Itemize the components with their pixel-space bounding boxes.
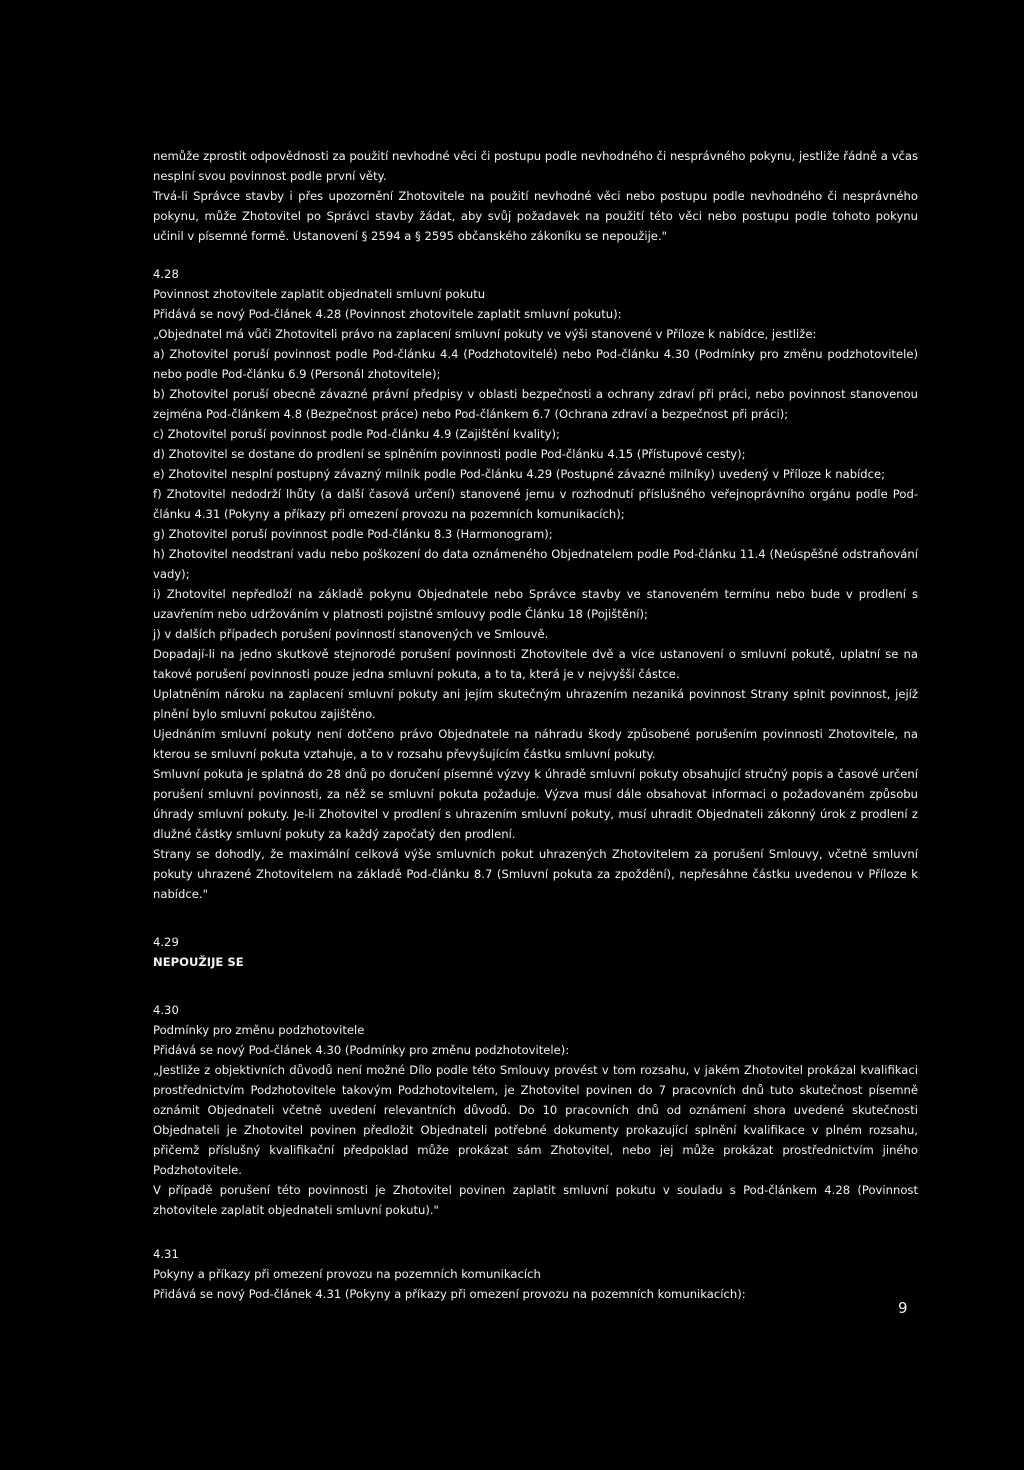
list-item-g: g) Zhotovitel poruší povinnost podle Pod-článku 8.3 (Harmonogram); (153, 527, 553, 541)
list-item-b: b) Zhotovitel poruší obecně závazné právní předpisy v oblasti bezpečnosti a ochrany zdraví při práci, nebo povinnost stanovenou zejména Pod-článkem 4.8 (Bezpečnost práce) nebo Pod-článkem 6.7 (Ochrana zdraví a bezpečnost při práci); (153, 387, 918, 421)
paragraph-line-19: Ujednáním smluvní pokuty není dotčeno právo Objednatele na náhradu škody způsobené porušením povinnosti Zhotovitele, na kterou se smluvní pokuta vztahuje, a to v rozsahu převyšujícím částku smluvní pokuty. (153, 727, 918, 761)
list-item-a: a) Zhotovitel poruší povinnost podle Pod-článku 4.4 (Podzhotovitelé) nebo Pod-článku 4.30 (Podmínky pro změnu podzhotovitele) nebo podle Pod-článku 6.9 (Personál zhotovitele); (153, 347, 918, 381)
paragraph-line-01: nemůže zprostit odpovědnosti za použití nevhodné věci či postupu podle nevhodného či nesprávného pokynu, jestliže řádně a včas nesplní svou povinnost podle první věty. (153, 149, 918, 183)
paragraph-line-02: Trvá-li Správce stavby i přes upozornění Zhotovitele na použití nevhodné věci nebo postupu podle nevhodného či nesprávného pokynu, může Zhotovitel po Správci stavby žádat, aby svůj požadavek na použití této věci nebo postupu podle tohoto pokynu učinil v písemné formě. Ustanovení § 2594 a § 2595 občanského zákoníku se nepoužije." (153, 189, 918, 243)
page-number: 9 (898, 1299, 908, 1317)
paragraph-line-20: Smluvní pokuta je splatná do 28 dnů po doručení písemné výzvy k úhradě smluvní pokuty obsahující stručný popis a časové určení porušení smluvní povinnosti, za něž se smluvní pokuta požaduje. Výzva musí dále obsahovat informaci o požadovaném způsobu úhrady smluvní pokuty. Je-li Zhotovitel v prodlení s uhrazením smluvní pokuty, musí uhradit Objednateli zákonný úrok z prodlení z dlužné částky smluvní pokuty za každý započatý den prodlení. (153, 767, 918, 841)
paragraph-line-27: „Jestliže z objektivních důvodů není možné Dílo podle této Smlouvy provést v tom rozsahu, v jakém Zhotovitel prokázal kvalifikaci prostřednictvím Podzhotovitele takovým Podzhotovitelem, je Zhotovitel povinen do 7 pracovních dnů tuto skutečnost písemně oznámit Objednateli včetně uvedení relevantních důvodů. Do 10 pracovních dnů od oznámení shora uvedené skutečnosti Objednateli je Zhotovitel povinen předložit Objednateli potřebné dokumenty prokazující splnění kvalifikace v plném rozsahu, přičemž příslušný kvalifikační předpoklad může prokázat sám Zhotovitel, nebo jej může prokázat prostřednictvím jiného Podzhotovitele. (153, 1063, 918, 1177)
section-title-4-31: Pokyny a příkazy při omezení provozu na pozemních komunikacích (153, 1267, 541, 1281)
section-intro-4-31: Přidává se nový Pod-článek 4.31 (Pokyny a příkazy při omezení provozu na pozemních komunikacích): (153, 1287, 746, 1301)
document-body (153, 146, 918, 1304)
section-number-4-30: 4.30 (153, 1003, 179, 1017)
list-item-e: e) Zhotovitel nesplní postupný závazný milník podle Pod-článku 4.29 (Postupné závazné milníky) uvedený v Příloze k nabídce; (153, 467, 886, 481)
section-number-4-29: 4.29 (153, 935, 179, 949)
list-item-i: i) Zhotovitel nepředloží na základě pokynu Objednatele nebo Správce stavby ve stanoveném termínu nebo bude v prodlení s uzavřením nebo udržováním v platnosti pojistné smlouvy podle Článku 18 (Pojištění); (153, 587, 918, 621)
list-item-j: j) v dalších případech porušení povinností stanovených ve Smlouvě. (153, 627, 549, 641)
paragraph-line-21: Strany se dohodly, že maximální celková výše smluvních pokut uhrazených Zhotovitelem za porušení Smlouvy, včetně smluvní pokuty uhrazené Zhotovitelem na základě Pod-článku 8.7 (Smluvní pokuta za zpoždění), nepřesáhne částku uvedenou v Příloze k nabídce." (153, 847, 918, 901)
section-number-4-28: 4.28 (153, 267, 179, 281)
paragraph-line-18: Uplatněním nároku na zaplacení smluvní pokuty ani jejím skutečným uhrazením nezaniká povinnost Strany splnit povinnost, jejíž plnění bylo smluvní pokutou zajištěno. (153, 687, 918, 721)
section-title-4-28: Povinnost zhotovitele zaplatit objednateli smluvní pokutu (153, 287, 486, 301)
section-intro-4-30: Přidává se nový Pod-článek 4.30 (Podmínky pro změnu podzhotovitele): (153, 1043, 570, 1057)
list-item-c: c) Zhotovitel poruší povinnost podle Pod-článku 4.9 (Zajištění kvality); (153, 427, 560, 441)
list-item-h: h) Zhotovitel neodstraní vadu nebo poškození do data oznámeného Objednatelem podle Pod-článku 11.4 (Neúspěšné odstraňování vady); (153, 547, 918, 581)
paragraph-line-28: V případě porušení této povinnosti je Zhotovitel povinen zaplatit smluvní pokutu v souladu s Pod-článkem 4.28 (Povinnost zhotovitele zaplatit objednateli smluvní pokutu)." (153, 1183, 918, 1217)
paragraph-line-06: „Objednatel má vůči Zhotoviteli právo na zaplacení smluvní pokuty ve výši stanovené v Příloze k nabídce, jestliže: (153, 327, 817, 341)
section-intro-4-28: Přidává se nový Pod-článek 4.28 (Povinnost zhotovitele zaplatit smluvní pokutu): (153, 307, 622, 321)
section-title-4-30: Podmínky pro změnu podzhotovitele (153, 1023, 365, 1037)
list-item-d: d) Zhotovitel se dostane do prodlení se splněním povinnosti podle Pod-článku 4.15 (Přístupové cesty); (153, 447, 746, 461)
section-title-4-29: NEPOUŽIJE SE (153, 955, 244, 969)
paragraph-line-17: Dopadají-li na jedno skutkově stejnorodé porušení povinnosti Zhotovitele dvě a více ustanovení o smluvní pokutě, uplatní se na takové porušení povinnosti pouze jedna smluvní pokuta, a to ta, která je v nejvyšší částce. (153, 647, 918, 681)
section-number-4-31: 4.31 (153, 1247, 179, 1261)
list-item-f: f) Zhotovitel nedodrží lhůty (a další časová určení) stanovené jemu v rozhodnutí příslušného veřejnoprávního orgánu podle Pod-článku 4.31 (Pokyny a příkazy při omezení provozu na pozemních komunikacích); (153, 487, 918, 521)
